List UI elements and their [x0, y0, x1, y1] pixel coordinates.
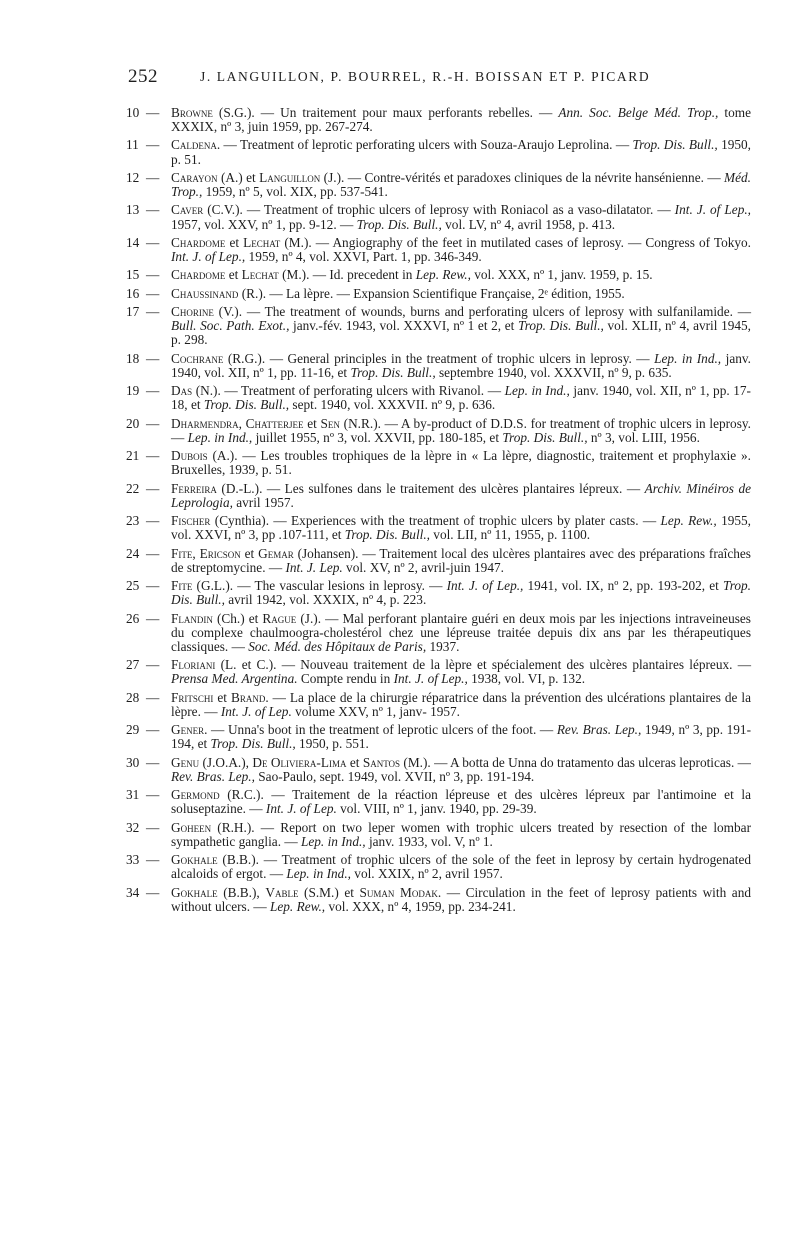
- author-name: Brand: [230, 689, 266, 705]
- reference-segment: janv. 1940, vol. XII, nº 1, pp. 17-18, et: [171, 383, 751, 413]
- reference-dash: —: [146, 513, 160, 529]
- reference-dash: —: [146, 383, 160, 399]
- reference-number: 33: [126, 852, 140, 868]
- author-name: Germond: [171, 787, 220, 803]
- reference-text: [171, 138, 751, 166]
- reference-segment: (B.B.),: [217, 884, 266, 900]
- reference-segment: (N.R.). — A by-product of D.D.S. for treatment of trophic ulcers in leprosy. —: [171, 415, 751, 445]
- journal-title: Trop. Dis. Bull.,: [632, 137, 718, 153]
- author-name: Gemar: [258, 545, 294, 561]
- reference-item: [126, 658, 751, 686]
- author-name: Floriani: [171, 657, 216, 673]
- reference-dash: —: [146, 578, 160, 594]
- reference-number: 28: [126, 689, 140, 705]
- reference-dash: —: [146, 689, 160, 705]
- reference-dash: —: [146, 169, 160, 185]
- reference-segment: (R.C.). — Traitement de la réaction lépreuse et des ulcères lépreux par l'antimoine et la soluseptazine. —: [171, 787, 751, 817]
- author-name: Fischer: [171, 513, 211, 529]
- reference-segment: juillet 1955, nº 3, vol. XXVII, pp. 180-185, et: [252, 429, 503, 445]
- reference-text: [171, 236, 751, 264]
- reference-dash: —: [146, 545, 160, 561]
- reference-dash: —: [146, 304, 160, 320]
- reference-dash: —: [146, 415, 160, 431]
- journal-title: Int. J. of Lep.,: [674, 202, 751, 218]
- reference-text: [171, 723, 751, 751]
- reference-text: [171, 579, 751, 607]
- author-name: Caldena: [171, 137, 217, 153]
- reference-dash: —: [146, 787, 160, 803]
- journal-title: Méd. Trop.,: [171, 169, 751, 200]
- reference-item: [126, 236, 751, 264]
- reference-text: [171, 691, 751, 719]
- reference-dash: —: [146, 202, 160, 218]
- reference-dash: —: [146, 350, 160, 366]
- author-name: Gokhale: [171, 884, 218, 900]
- journal-title: Int. J. of Lep.,: [446, 578, 524, 594]
- reference-segment: avril 1942, vol. XXXIX, nº 4, p. 223.: [224, 592, 427, 608]
- reference-text: [171, 788, 751, 816]
- reference-segment: (Ch.) et: [212, 610, 263, 626]
- journal-title: Lep. Rew.,: [415, 267, 471, 283]
- reference-text: [171, 384, 751, 412]
- reference-segment: et: [213, 689, 231, 705]
- reference-text: [171, 106, 751, 134]
- reference-number: 21: [126, 448, 140, 464]
- author-name: Flandin: [171, 610, 213, 626]
- reference-text: [171, 547, 751, 575]
- journal-title: Trop. Dis. Bull.,: [171, 578, 751, 608]
- author-name: Sen: [320, 415, 340, 431]
- reference-segment: (V.). — The treatment of wounds, burns and perforating ulcers of leprosy with sulfanilamide. —: [213, 304, 751, 320]
- reference-segment: (R.H.). — Report on two leper women with trophic ulcers treated by resection of the lombar sympathetic ganglia. —: [171, 819, 751, 849]
- reference-number: 11: [126, 137, 139, 153]
- reference-number: 25: [126, 578, 140, 594]
- journal-title: Lep. in Ind.,: [187, 429, 253, 445]
- reference-segment: janv. 1933, vol. V, nº 1.: [365, 833, 493, 849]
- reference-dash: —: [146, 234, 160, 250]
- reference-number: 29: [126, 722, 140, 738]
- reference-segment: vol. LV, nº 4, avril 1958, p. 413.: [441, 216, 616, 232]
- reference-item: [126, 612, 751, 654]
- author-name: Goheen: [171, 819, 212, 835]
- reference-dash: —: [146, 754, 160, 770]
- reference-item: [126, 417, 751, 445]
- author-name: Chardome: [171, 267, 226, 283]
- reference-text: [171, 203, 751, 231]
- reference-segment: vol. XLII, nº 4, avril 1945, p. 298.: [171, 318, 751, 348]
- reference-segment: . — Unna's boot in the treatment of leprotic ulcers of the foot. —: [204, 722, 557, 738]
- reference-number: 16: [126, 285, 140, 301]
- reference-segment: . — Circulation in the feet of leprosy patients with and without ulcers. —: [171, 884, 752, 914]
- reference-segment: (M.). — A botta de Unna do tratamento das ulceras leproticas. —: [400, 754, 751, 770]
- reference-item: [126, 287, 751, 301]
- reference-text: [171, 417, 751, 445]
- reference-segment: tome XXXIX, nº 3, juin 1959, pp. 267-274.: [171, 105, 751, 135]
- reference-segment: 1941, vol. IX, nº 2, pp. 193-202, et: [523, 578, 724, 594]
- author-name: Cochrane: [171, 350, 224, 366]
- reference-item: [126, 106, 751, 134]
- reference-item: [126, 171, 751, 199]
- author-name: Chorine: [171, 304, 214, 320]
- journal-title: Lep. in Ind.,: [286, 866, 351, 882]
- reference-number: 13: [126, 202, 140, 218]
- reference-segment: (N.). — Treatment of perforating ulcers with Rivanol. —: [192, 383, 505, 399]
- reference-item: [126, 886, 751, 914]
- reference-segment: 1955, vol. XXVI, nº 3, pp .107-111, et: [171, 513, 751, 543]
- reference-segment: 1959, nº 4, vol. XXVI, Part. 1, pp. 346-349.: [245, 249, 482, 265]
- author-name: Ericson: [199, 545, 241, 561]
- reference-item: [126, 449, 751, 477]
- reference-number: 30: [126, 754, 140, 770]
- reference-segment: et: [240, 545, 259, 561]
- reference-segment: (M.). — Angiography of the feet in mutilated cases of leprosy. — Congress of Tokyo.: [280, 234, 751, 250]
- author-name: Fritschi: [171, 689, 214, 705]
- reference-dash: —: [146, 105, 160, 120]
- reference-segment: vol. LII, nº 11, 1955, p. 1100.: [429, 527, 591, 543]
- reference-segment: (R.G.). — General principles in the treatment of trophic ulcers in leprosy. —: [223, 350, 655, 366]
- journal-title: Int. J. of Lep.: [265, 801, 337, 817]
- reference-item: [126, 352, 751, 380]
- reference-dash: —: [146, 819, 160, 835]
- journal-title: Lep. in Ind.,: [504, 383, 570, 399]
- author-name: Chatterjee: [245, 415, 304, 431]
- reference-segment: (J.). — Contre-vérités et paradoxes cliniques de la névrite hansénienne. —: [320, 169, 725, 185]
- author-name: De Oliviera-Lima: [252, 754, 347, 770]
- reference-number: 22: [126, 480, 140, 496]
- reference-item: [126, 203, 751, 231]
- reference-item: [126, 514, 751, 542]
- reference-segment: (C.V.). — Treatment of trophic ulcers of leprosy with Roniacol as a vaso-dilatator. —: [203, 202, 675, 218]
- reference-segment: janv.-fév. 1943, vol. XXXVI, nº 1 et 2, et: [289, 318, 519, 334]
- author-name: Lechat: [243, 234, 281, 250]
- reference-item: [126, 268, 751, 282]
- author-name: Caver: [171, 202, 204, 218]
- journal-title: Prensa Med. Argentina.: [171, 671, 298, 687]
- reference-segment: ,: [238, 415, 246, 431]
- reference-segment: (D.-L.). — Les sulfones dans le traitement des ulcères plantaires lépreux. —: [216, 480, 645, 496]
- reference-segment: . — Treatment of leprotic perforating ulcers with Souza-Araujo Leprolina. —: [216, 137, 633, 153]
- reference-segment: et: [303, 415, 321, 431]
- reference-text: [171, 352, 751, 380]
- reference-dash: —: [146, 448, 160, 464]
- journal-title: Trop. Dis. Bull.,: [502, 429, 588, 445]
- journal-title: Int. J. of Lep.: [220, 703, 292, 719]
- reference-segment: (G.L.). — The vascular lesions in leprosy. —: [192, 578, 447, 594]
- reference-text: [171, 514, 751, 542]
- reference-text: [171, 287, 751, 301]
- reference-item: [126, 756, 751, 784]
- reference-text: [171, 268, 751, 282]
- reference-number: 32: [126, 819, 140, 835]
- reference-segment: vol. XXX, nº 1, janv. 1959, p. 15.: [470, 267, 653, 283]
- reference-number: 24: [126, 545, 140, 561]
- journal-title: Bull. Soc. Path. Exot.,: [171, 318, 290, 334]
- reference-number: 20: [126, 415, 140, 431]
- author-name: Vable: [265, 884, 299, 900]
- reference-number: 19: [126, 383, 140, 399]
- page-number: 252: [128, 66, 158, 87]
- reference-text: [171, 482, 751, 510]
- reference-item: [126, 384, 751, 412]
- reference-number: 14: [126, 234, 140, 250]
- reference-dash: —: [146, 480, 160, 496]
- reference-segment: vol. VIII, nº 1, janv. 1940, pp. 29-39.: [336, 801, 537, 817]
- journal-title: Int. J. of Lep.,: [393, 671, 468, 687]
- reference-item: [126, 547, 751, 575]
- reference-segment: (Cynthia). — Experiences with the treatment of trophic ulcers by plater casts. —: [210, 513, 661, 529]
- reference-text: [171, 171, 751, 199]
- page-header: [128, 66, 668, 90]
- reference-segment: (M.). — Id. precedent in: [278, 267, 416, 283]
- reference-segment: 1959, nº 5, vol. XIX, pp. 537-541.: [202, 184, 388, 200]
- reference-item: [126, 853, 751, 881]
- journal-title: Lep. in Ind.,: [654, 350, 722, 366]
- reference-segment: 1938, vol. VI, p. 132.: [467, 671, 586, 687]
- reference-number: 26: [126, 610, 140, 626]
- reference-text: [171, 821, 751, 849]
- reference-segment: et: [346, 754, 363, 770]
- reference-segment: (A.) et: [217, 169, 260, 185]
- running-head: J. LANGUILLON, P. BOURREL, R.-H. BOISSAN ET P. PICARD: [200, 69, 651, 84]
- reference-text: [171, 886, 751, 914]
- journal-title: Int. J. of Lep.,: [171, 249, 246, 265]
- journal-title: Archiv. Minéiros de Leprologia,: [171, 480, 751, 510]
- reference-segment: (R.). — La lèpre. — Expansion Scientifique Française, 2ᵉ édition, 1955.: [238, 285, 625, 301]
- reference-segment: (J.). — Mal perforant plantaire guéri en deux mois par les injections intraveineuses du complexe chaulmoogra-cholestérol chez une lépreuse traitée depuis dix ans par les thérapeutiques classiques. —: [171, 610, 751, 654]
- reference-segment: (S.M.) et: [298, 884, 360, 900]
- author-name: Dharmendra: [171, 415, 239, 431]
- author-name: Lechat: [241, 267, 279, 283]
- reference-text: [171, 853, 751, 881]
- reference-segment: . — La place de la chirurgie réparatrice dans la prévention des ulcérations plantaires de la lèpre. —: [171, 689, 752, 719]
- author-name: Gener: [171, 722, 205, 738]
- reference-number: 17: [126, 304, 140, 320]
- reference-segment: avril 1957.: [232, 494, 294, 510]
- author-name: Carayon: [171, 169, 218, 185]
- reference-dash: —: [146, 852, 160, 868]
- reference-number: 12: [126, 169, 140, 185]
- journal-title: Trop. Dis. Bull.,: [210, 736, 296, 752]
- reference-item: [126, 723, 751, 751]
- reference-segment: Compte rendu in: [297, 671, 394, 687]
- journal-title: Trop. Dis. Bull.,: [203, 397, 290, 413]
- reference-segment: 1950, p. 551.: [295, 736, 369, 752]
- author-name: Languillon: [259, 169, 321, 185]
- reference-item: [126, 138, 751, 166]
- reference-number: 31: [126, 787, 140, 803]
- reference-dash: —: [146, 657, 160, 673]
- reference-segment: (A.). — Les troubles trophiques de la lèpre in « La lèpre, diagnostic, traitement et prophylaxie ». Bruxelles, 1939, p. 51.: [171, 448, 751, 478]
- journal-title: Trop. Dis. Bull.,: [356, 216, 442, 232]
- reference-segment: vol. XXX, nº 4, 1959, pp. 234-241.: [325, 898, 516, 914]
- reference-segment: Sao-Paulo, sept. 1949, vol. XVII, nº 3, pp. 191-194.: [254, 768, 535, 784]
- journal-title: Lep. Rew.,: [660, 513, 717, 529]
- reference-text: [171, 756, 751, 784]
- reference-dash: —: [146, 610, 160, 626]
- reference-segment: janv. 1940, vol. XII, nº 1, pp. 11-16, et: [171, 350, 751, 380]
- reference-number: 27: [126, 657, 140, 673]
- author-name: Genu: [171, 754, 200, 770]
- reference-number: 18: [126, 350, 140, 366]
- reference-segment: 1949, nº 3, pp. 191-194, et: [171, 722, 752, 752]
- reference-list: [126, 106, 751, 918]
- reference-segment: 1950, p. 51.: [171, 137, 751, 167]
- reference-segment: sept. 1940, vol. XXXVII. nº 9, p. 636.: [289, 397, 496, 413]
- reference-dash: —: [146, 884, 160, 900]
- journal-title: Rev. Bras. Lep.,: [171, 768, 255, 784]
- author-name: Fite: [171, 545, 193, 561]
- reference-segment: vol. XXIX, nº 2, avril 1957.: [350, 866, 503, 882]
- reference-segment: et: [225, 267, 242, 283]
- reference-segment: 1937.: [426, 638, 460, 654]
- reference-text: [171, 658, 751, 686]
- author-name: Browne: [171, 105, 213, 120]
- reference-item: [126, 821, 751, 849]
- journal-title: Lep. Rew.,: [269, 898, 326, 914]
- author-name: Gokhale: [171, 852, 218, 868]
- reference-number: 10: [126, 105, 140, 120]
- reference-segment: (B.B.). — Treatment of trophic ulcers of the sole of the feet in leprosy by certain hydrogenated alcaloids of ergot. —: [171, 852, 751, 882]
- reference-text: [171, 612, 751, 654]
- author-name: Chaussinand: [171, 285, 239, 301]
- journal-title: Lep. in Ind.,: [300, 833, 366, 849]
- reference-dash: —: [146, 285, 160, 301]
- reference-segment: (J.O.A.),: [199, 754, 253, 770]
- reference-item: [126, 788, 751, 816]
- reference-segment: volume XXV, nº 1, janv- 1957.: [291, 703, 460, 719]
- author-name: Ferreira: [171, 480, 217, 496]
- reference-segment: (S.G.). — Un traitement pour maux perforants rebelles. —: [212, 105, 559, 120]
- journal-title: Trop. Dis. Bull.,: [350, 364, 436, 380]
- reference-text: [171, 449, 751, 477]
- reference-number: 15: [126, 267, 140, 283]
- reference-text: [171, 305, 751, 347]
- reference-segment: (Johansen). — Traitement local des ulcères plantaires avec des préparations fraîches de streptomycine. —: [171, 545, 751, 575]
- author-name: Dubois: [171, 448, 208, 464]
- author-name: Suman Modak: [359, 884, 438, 900]
- journal-title: Trop. Dis. Bull.,: [344, 527, 430, 543]
- reference-item: [126, 579, 751, 607]
- author-name: Rague: [262, 610, 297, 626]
- reference-dash: —: [146, 722, 160, 738]
- reference-item: [126, 691, 751, 719]
- author-name: Chardome: [171, 234, 226, 250]
- reference-dash: —: [146, 267, 160, 283]
- author-name: Fite: [171, 578, 193, 594]
- reference-segment: et: [225, 234, 244, 250]
- reference-segment: 1957, vol. XXV, nº 1, pp. 9-12. —: [171, 216, 357, 232]
- reference-item: [126, 482, 751, 510]
- reference-segment: (L. et C.). — Nouveau traitement de la lèpre et spécialement des ulcères plantaires lépreux. —: [215, 657, 751, 673]
- reference-segment: vol. XV, nº 2, avril-juin 1947.: [342, 559, 504, 575]
- author-name: Das: [171, 383, 193, 399]
- reference-segment: ,: [192, 545, 200, 561]
- journal-title: Int. J. Lep.: [285, 559, 343, 575]
- journal-title: Trop. Dis. Bull.,: [518, 318, 604, 334]
- reference-segment: septembre 1940, vol. XXXVII, nº 9, p. 635.: [435, 364, 672, 380]
- journal-title: Rev. Bras. Lep.,: [556, 722, 642, 738]
- reference-number: 23: [126, 513, 140, 529]
- journal-title: Soc. Méd. des Hôpitaux de Paris,: [248, 638, 427, 654]
- reference-number: 34: [126, 884, 140, 900]
- reference-item: [126, 305, 751, 347]
- reference-segment: nº 3, vol. LIII, 1956.: [587, 429, 700, 445]
- reference-dash: —: [146, 137, 160, 153]
- journal-title: Ann. Soc. Belge Méd. Trop.,: [558, 105, 719, 120]
- author-name: Santos: [362, 754, 401, 770]
